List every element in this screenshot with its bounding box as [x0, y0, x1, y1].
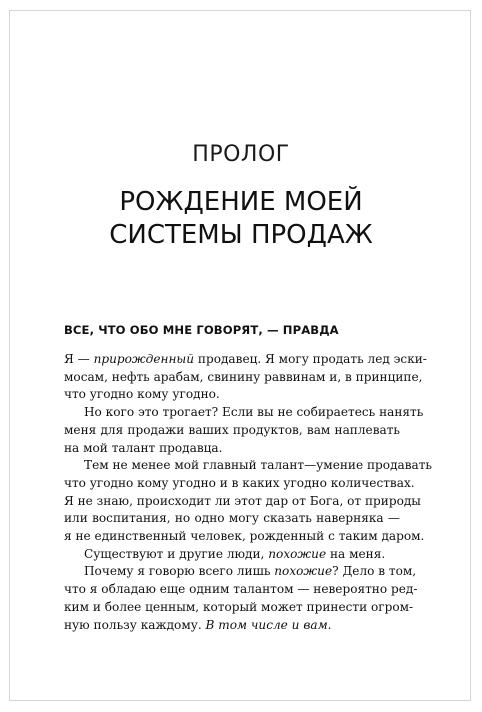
text-run: ную пользу каждому.: [64, 617, 206, 632]
text-run: что угодно кому угодно.: [64, 387, 220, 402]
body-text: [64, 351, 433, 634]
text-line: [64, 510, 400, 528]
chapter-title-line: СИСТЕМЫ ПРОДАЖ: [109, 220, 373, 250]
chapter-label: ПРОЛОГ: [192, 142, 290, 167]
text-run: Почему я говорю всего лишь: [84, 564, 275, 579]
text-run: мосам, нефть арабам, свинину раввинам и, в принципе,: [64, 369, 423, 384]
text-line: [64, 457, 433, 475]
text-run: Я не знаю, происходит ли этот дар от Бога, от природы: [64, 493, 421, 508]
section-heading: ВСЕ, ЧТО ОБО МНЕ ГОВОРЯТ, — ПРАВДА: [64, 323, 339, 337]
italic-text: похожие: [268, 546, 327, 561]
text-line: [64, 599, 414, 617]
text-line: [64, 528, 425, 546]
text-run: продавец. Я могу продать лед эски-: [194, 352, 427, 366]
italic-text: прирожденный: [93, 352, 195, 366]
text-run: .: [327, 617, 332, 632]
text-run: или воспитания, но одно могу сказать наверняка —: [64, 511, 400, 526]
text-line: [64, 475, 415, 493]
text-line: [64, 404, 424, 422]
text-line: [64, 440, 400, 458]
text-line: [64, 351, 427, 369]
text-line: [64, 546, 400, 564]
text-line: [64, 563, 417, 581]
text-line: [64, 617, 400, 635]
paragraph: [64, 404, 424, 457]
paragraph: [64, 563, 418, 634]
text-run: Существуют и другие люди,: [84, 546, 269, 561]
text-run: Тем не менее мой главный талант—умение продавать: [84, 458, 433, 473]
text-run: ким и более ценным, который может принести огром-: [64, 599, 414, 614]
text-run: ? Дело в том,: [332, 564, 417, 579]
text-run: что угодно кому угодно и в каких угодно количествах.: [64, 475, 415, 490]
text-run: на мой талант продавца.: [64, 440, 223, 455]
paragraph: [64, 351, 427, 404]
text-line: [64, 386, 400, 404]
text-run: Я —: [64, 352, 94, 366]
paragraph: [64, 546, 400, 564]
text-run: на меня.: [326, 546, 386, 561]
text-line: [64, 581, 418, 599]
text-line: [64, 422, 400, 440]
paragraph: [64, 457, 433, 546]
italic-text: В том числе и вам: [205, 617, 328, 632]
text-line: [64, 493, 421, 511]
italic-text: похожие: [274, 564, 333, 579]
chapter-title: [0, 186, 482, 252]
text-run: что я обладаю еще одним талантом — невероятно ред-: [64, 582, 418, 597]
text-run: меня для продажи ваших продуктов, вам наплевать: [64, 422, 400, 437]
text-run: я не единственный человек, рожденный с таким даром.: [64, 529, 425, 544]
text-line: [64, 369, 423, 387]
text-run: Но кого это трогает? Если вы не собираетесь нанять: [84, 405, 424, 420]
chapter-title-line: РОЖДЕНИЕ МОЕЙ: [119, 187, 363, 217]
